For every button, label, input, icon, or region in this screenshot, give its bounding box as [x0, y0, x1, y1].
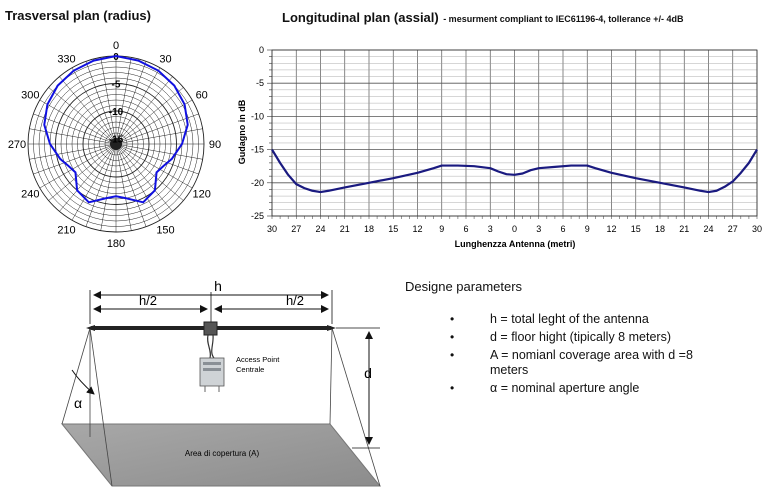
polar-angle-label: 30 [159, 53, 172, 66]
cone-edge-right-front [330, 328, 332, 424]
polar-angle-label: 330 [57, 53, 76, 66]
y-tick-label: -15 [250, 144, 264, 155]
x-tick-label: 9 [584, 224, 590, 234]
x-tick-label: 30 [266, 224, 278, 234]
x-tick-label: 0 [511, 224, 518, 234]
antenna-installation-diagram [0, 262, 400, 500]
param-text: A = nomianl coverage area with d =8 meters [490, 348, 693, 377]
param-item-alpha [450, 381, 730, 396]
y-tick-label: 0 [258, 45, 264, 55]
coverage-area-label: Area di copertura (A) [184, 449, 260, 458]
x-tick-label: 3 [536, 224, 542, 234]
half-left-label: h/2 [138, 293, 158, 308]
bullet-icon: • [450, 312, 455, 326]
h-label: h [214, 278, 222, 294]
param-item-d [450, 330, 730, 345]
line-grid [267, 50, 757, 219]
x-tick-label: 21 [339, 224, 350, 234]
polar-angle-label: 120 [192, 188, 211, 201]
polar-radial-label: -15 [108, 134, 124, 146]
design-parameters-list [450, 312, 730, 399]
x-tick-label: 27 [291, 224, 302, 234]
access-point-device [200, 358, 224, 392]
longitudinal-chart-header [282, 9, 684, 27]
x-tick-label: 18 [363, 224, 375, 234]
access-point-label-line2: Centrale [236, 365, 265, 374]
x-axis-label: Lunghenzza Antenna (metri) [454, 239, 576, 249]
y-axis-label: Gudagno in dB [237, 99, 247, 165]
polar-radial-label: -10 [108, 107, 124, 118]
param-item-a [450, 348, 730, 378]
feed-cable-2 [212, 335, 214, 358]
d-label: d [364, 365, 372, 381]
polar-angle-label: 240 [21, 188, 40, 201]
x-tick-label: 6 [463, 224, 469, 234]
longitudinal-gain-chart [230, 36, 770, 258]
bullet-icon: • [450, 330, 455, 344]
polar-angle-label: 300 [21, 89, 40, 102]
design-parameters-title: Designe parameters [405, 279, 523, 294]
polar-radial-label: -5 [111, 79, 121, 91]
polar-radiation-chart [0, 30, 240, 260]
longitudinal-chart-title: Longitudinal plan (assial) [282, 10, 439, 25]
bullet-icon: • [450, 348, 455, 362]
x-tick-label: 15 [630, 224, 641, 234]
x-tick-label: 27 [727, 224, 738, 234]
antenna-end-right [327, 325, 336, 331]
x-tick-label: 30 [751, 224, 763, 234]
polar-angle-label: 210 [57, 224, 76, 237]
x-tick-label: 21 [679, 224, 690, 234]
x-tick-label: 3 [487, 224, 493, 234]
param-text: α = nominal aperture angle [490, 381, 640, 395]
antenna-feed-connector [204, 322, 217, 335]
polar-angle-label: 90 [208, 139, 222, 151]
y-tick-label: -10 [250, 111, 264, 122]
param-text: h = total leght of the antenna [490, 312, 649, 326]
param-text: d = floor hight (tipically 8 meters) [490, 330, 671, 344]
feed-cable-1 [208, 335, 211, 358]
polar-angle-label: 150 [156, 224, 175, 237]
x-tick-label: 6 [560, 224, 566, 234]
half-right-label: h/2 [285, 293, 305, 308]
polar-angle-label: 270 [7, 139, 27, 151]
longitudinal-chart-subtitle: - mesurment compliant to IEC61196-4, tollerance +/- 4dB [443, 14, 684, 24]
x-tick-label: 24 [703, 224, 714, 234]
bullet-icon: • [450, 381, 455, 395]
polar-radial-label: 0 [113, 52, 119, 63]
y-tick-label: -20 [250, 177, 264, 188]
y-tick-label: -25 [250, 211, 264, 221]
y-tick-label: -5 [255, 78, 264, 89]
x-tick-label: 24 [315, 224, 326, 234]
polar-angle-label: 0 [112, 40, 120, 52]
x-tick-label: 12 [606, 224, 617, 234]
x-tick-label: 18 [654, 224, 666, 234]
alpha-arc [72, 370, 94, 394]
polar-chart-title: Trasversal plan (radius) [5, 8, 151, 23]
x-tick-label: 15 [388, 224, 399, 234]
polar-angle-label: 60 [195, 89, 208, 102]
x-tick-label: 12 [412, 224, 423, 234]
x-tick-label: 9 [439, 224, 445, 234]
alpha-label: α [73, 395, 83, 411]
polar-angle-label: 180 [106, 238, 126, 250]
line-tick-labels [251, 45, 762, 234]
access-point-label-line1: Access Point [236, 355, 280, 364]
param-item-h [450, 312, 730, 327]
